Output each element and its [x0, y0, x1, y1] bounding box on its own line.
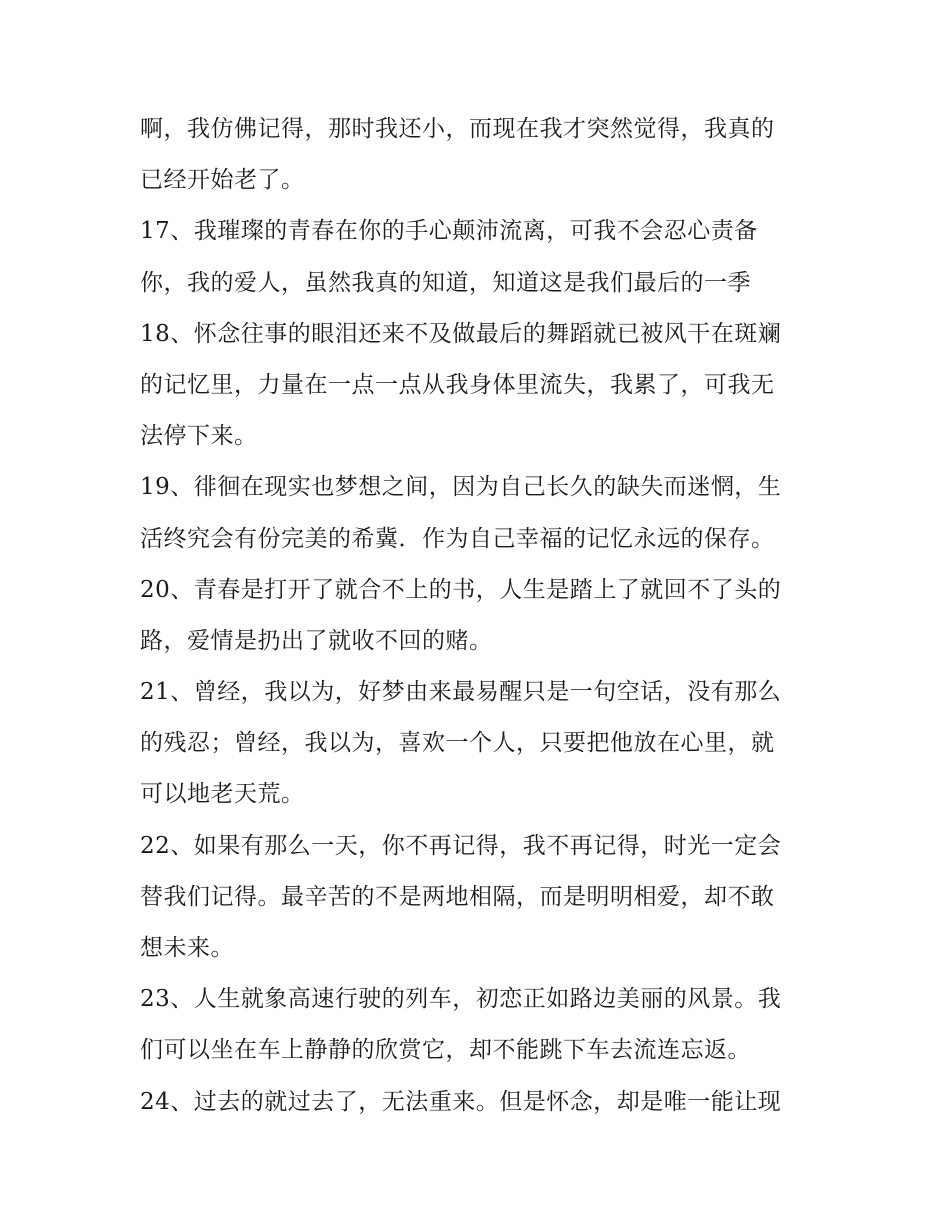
text-line: 24、过去的就过去了，无法重来。但是怀念，却是唯一能让现: [140, 1088, 782, 1115]
text-line: 们可以坐在车上静静的欣赏它，却不能跳下车去流连忘返。: [140, 1037, 751, 1064]
text-line: 19、徘徊在现实也梦想之间，因为自己长久的缺失而迷惘，生: [140, 474, 782, 501]
text-line: 的残忍；曾经，我以为，喜欢一个人，只要把他放在心里，就: [140, 730, 775, 757]
text-line: 22、如果有那么一天，你不再记得，我不再记得，时光一定会: [140, 832, 782, 859]
text-line: 替我们记得。最辛苦的不是两地相隔，而是明明相爱，却不敢: [140, 883, 775, 910]
text-line: 你，我的爱人，虽然我真的知道，知道这是我们最后的一季: [140, 269, 751, 296]
text-line: 21、曾经，我以为，好梦由来最易醒只是一句空话，没有那么: [140, 679, 782, 706]
text-line: 活终究会有份完美的希冀．作为自己幸福的记忆永远的保存。: [140, 525, 775, 552]
text-line: 可以地老天荒。: [140, 781, 305, 808]
text-line: 想未来。: [140, 935, 234, 961]
text-line: 20、青春是打开了就合不上的书，人生是踏上了就回不了头的: [140, 576, 782, 603]
text-line: 法停下来。: [140, 423, 258, 450]
body-text: [140, 104, 820, 1128]
text-line: 的记忆里，力量在一点一点从我身体里流失，我累了，可我无: [140, 371, 775, 398]
text-line: 18、怀念往事的眼泪还来不及做最后的舞蹈就已被风干在斑斓: [140, 320, 782, 347]
text-line: 23、人生就象高速行驶的列车，初恋正如路边美丽的风景。我: [140, 986, 782, 1013]
text-line: 路，爱情是扔出了就收不回的赌。: [140, 627, 493, 654]
text-line: 已经开始老了。: [140, 167, 305, 194]
text-line: 啊，我仿佛记得，那时我还小，而现在我才突然觉得，我真的: [140, 116, 775, 142]
text-line: 17、我璀璨的青春在你的手心颠沛流离，可我不会忍心责备: [140, 218, 758, 245]
